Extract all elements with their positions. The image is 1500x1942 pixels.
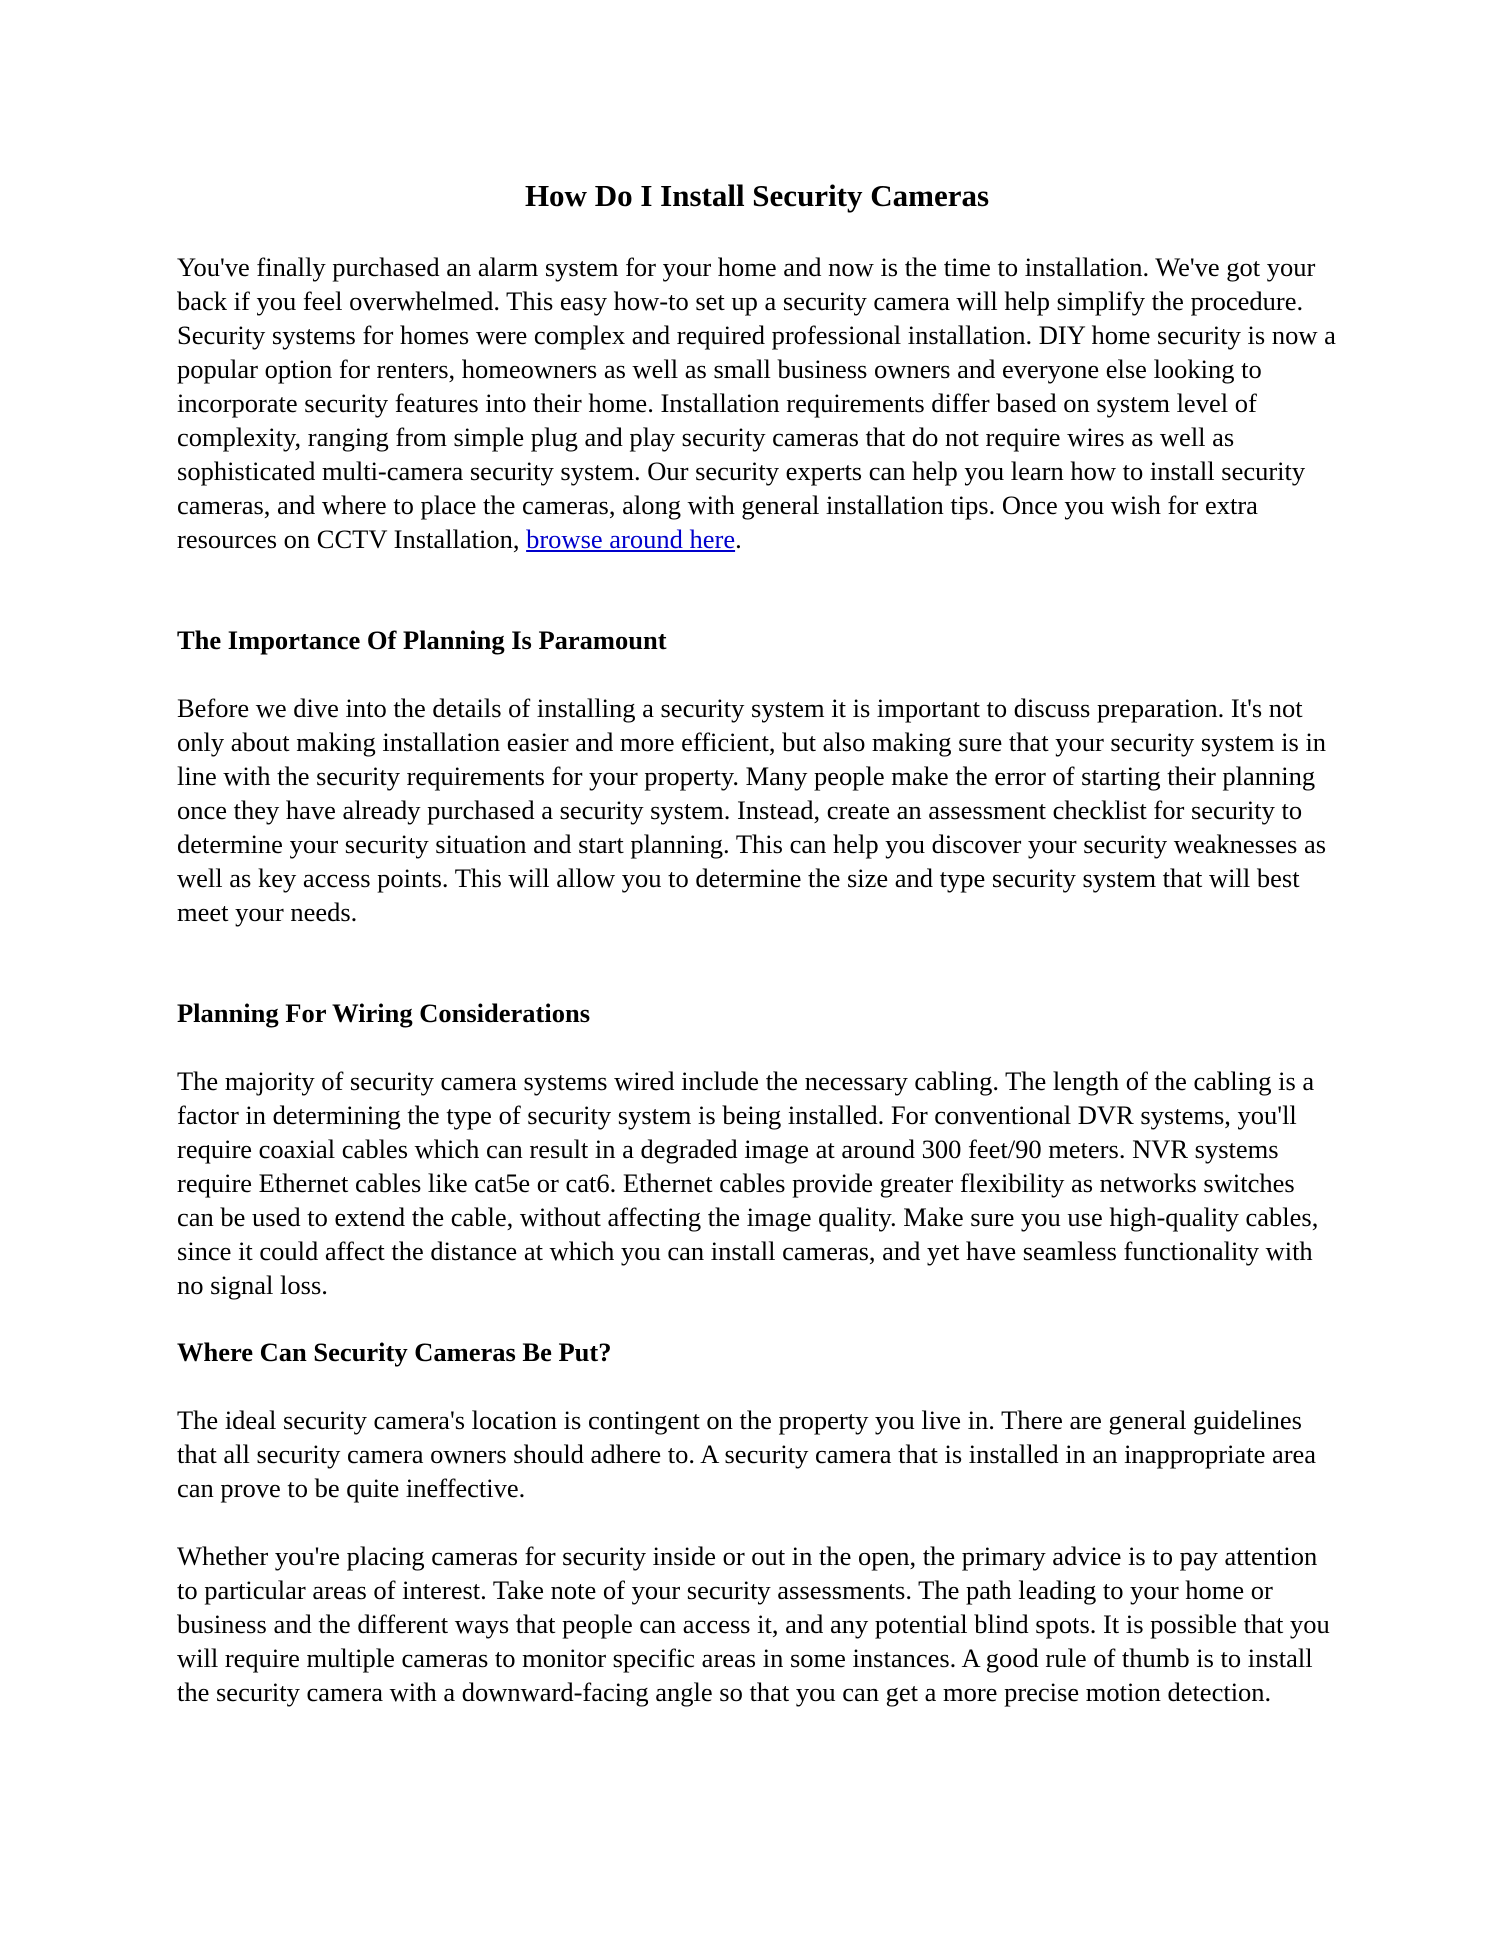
section-paragraph-placement-2: Whether you're placing cameras for security inside or out in the open, the primary advice is to pay attention to particular areas of interest. Take note of your security assessments. The path leading to your home or business and the different ways that people can access it, and any potential blind spots. It is possible that you will require multiple cameras to monitor specific areas in some instances. A good rule of thumb is to install the security camera with a downward-facing angle so that you can get a more precise motion detection.: [177, 1541, 1330, 1707]
intro-paragraph: [177, 250, 1337, 556]
section-paragraph-planning: Before we dive into the details of installing a security system it is important to discuss preparation. It's not only about making installation easier and more efficient, but also making sure that your security system is in line with the security requirements for your property. Many people make the error of starting their planning once they have already purchased a security system. Instead, create an assessment checklist for security to determine your security situation and start planning. This can help you discover your security weaknesses as well as key access points. This will allow you to determine the size and type security system that will best meet your needs.: [177, 693, 1327, 927]
section-heading-wiring: Planning For Wiring Considerations: [177, 998, 591, 1028]
section-paragraph-wiring: The majority of security camera systems wired include the necessary cabling. The length of the cabling is a factor in determining the type of security system is being installed. For conventional DVR systems, you'll require coaxial cables which can result in a degraded image at around 300 feet/90 meters. NVR systems require Ethernet cables like cat5e or cat6. Ethernet cables provide greater flexibility as networks switches can be used to extend the cable, without affecting the image quality. Make sure you use high-quality cables, since it could affect the distance at which you can install cameras, and yet have seamless functionality with no signal loss.: [177, 1066, 1319, 1300]
intro-text-end: .: [735, 524, 742, 554]
section-paragraph-placement-1: The ideal security camera's location is contingent on the property you live in. There are general guidelines that all security camera owners should adhere to. A security camera that is installed in an inappropriate area can prove to be quite ineffective.: [177, 1405, 1317, 1503]
browse-around-here-link[interactable]: browse around here: [526, 524, 736, 554]
section-heading-planning: The Importance Of Planning Is Paramount: [177, 625, 667, 655]
section-heading-placement: Where Can Security Cameras Be Put?: [177, 1337, 612, 1367]
intro-text: You've finally purchased an alarm system for your home and now is the time to installation. We've got your back if you feel overwhelmed. This easy how-to set up a security camera will help simplify the procedure. Security systems for homes were complex and required professional installation. DIY home security is now a popular option for renters, homeowners as well as small business owners and everyone else looking to incorporate security features into their home. Installation requirements differ based on system level of complexity, ranging from simple plug and play security cameras that do not require wires as well as sophisticated multi-camera security system. Our security experts can help you learn how to install security cameras, and where to place the cameras, along with general installation tips. Once you wish for extra resources on CCTV Installation,: [177, 252, 1336, 554]
document-title: How Do I Install Security Cameras: [524, 178, 990, 213]
